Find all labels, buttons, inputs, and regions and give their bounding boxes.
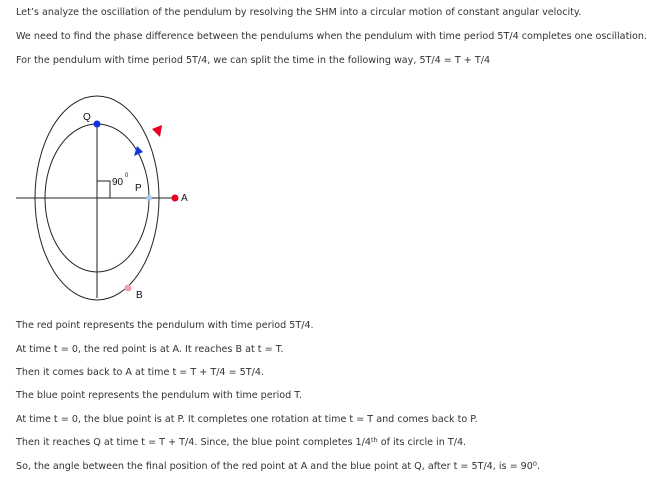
explanation-line-4: The blue point represents the pendulum with time period T. xyxy=(16,390,303,401)
explanation-line-5: At time t = 0, the blue point is at P. It completes one rotation at time t = T and comes back to P. xyxy=(16,414,478,425)
intro-line-2: We need to find the phase difference between the pendulums when the pendulum with time period 5T/4 completes one oscillation. xyxy=(16,31,647,42)
explanation-line-7-sup: 0 xyxy=(532,460,538,468)
explanation-line-1: The red point represents the pendulum with time period 5T/4. xyxy=(16,320,314,331)
angle-label: 90 xyxy=(112,177,124,188)
label-a: A xyxy=(181,193,188,204)
intro-line-3: For the pendulum with time period 5T/4, we can split the time in the following way, 5T/4 = T + T/4 xyxy=(16,55,491,66)
point-b xyxy=(125,285,132,292)
explanation-line-6-sup: th xyxy=(371,436,378,444)
label-p: P xyxy=(135,183,142,194)
angle-degree-mark: 0 xyxy=(125,173,129,179)
point-a xyxy=(172,195,179,202)
point-q xyxy=(94,121,101,128)
circular-motion-diagram xyxy=(0,80,200,305)
explanation-line-3: Then it comes back to A at time t = T + T/4 = 5T/4. xyxy=(16,367,265,378)
explanation-line-6-b: of its circle in T/4. xyxy=(377,437,467,448)
explanation-line-6 xyxy=(16,437,466,449)
explanation-line-7-b: . xyxy=(537,461,541,472)
right-angle-marker xyxy=(97,181,110,198)
red-direction-arrow-icon xyxy=(152,125,162,137)
label-q: Q xyxy=(83,112,91,123)
explanation-line-6-a: Then it reaches Q at time t = T + T/4. Since, the blue point completes 1/4 xyxy=(16,437,371,448)
point-p xyxy=(146,195,152,201)
explanation-line-7-a: So, the angle between the final position of the red point at A and the blue point at Q, after t = 5T/4, is = 90 xyxy=(16,461,533,472)
explanation-line-7 xyxy=(16,461,540,473)
intro-line-1: Let’s analyze the oscillation of the pendulum by resolving the SHM into a circular motion of constant angular velocity. xyxy=(16,7,582,18)
explanation-line-2: At time t = 0, the red point is at A. It reaches B at t = T. xyxy=(16,344,284,355)
label-b: B xyxy=(136,290,143,301)
